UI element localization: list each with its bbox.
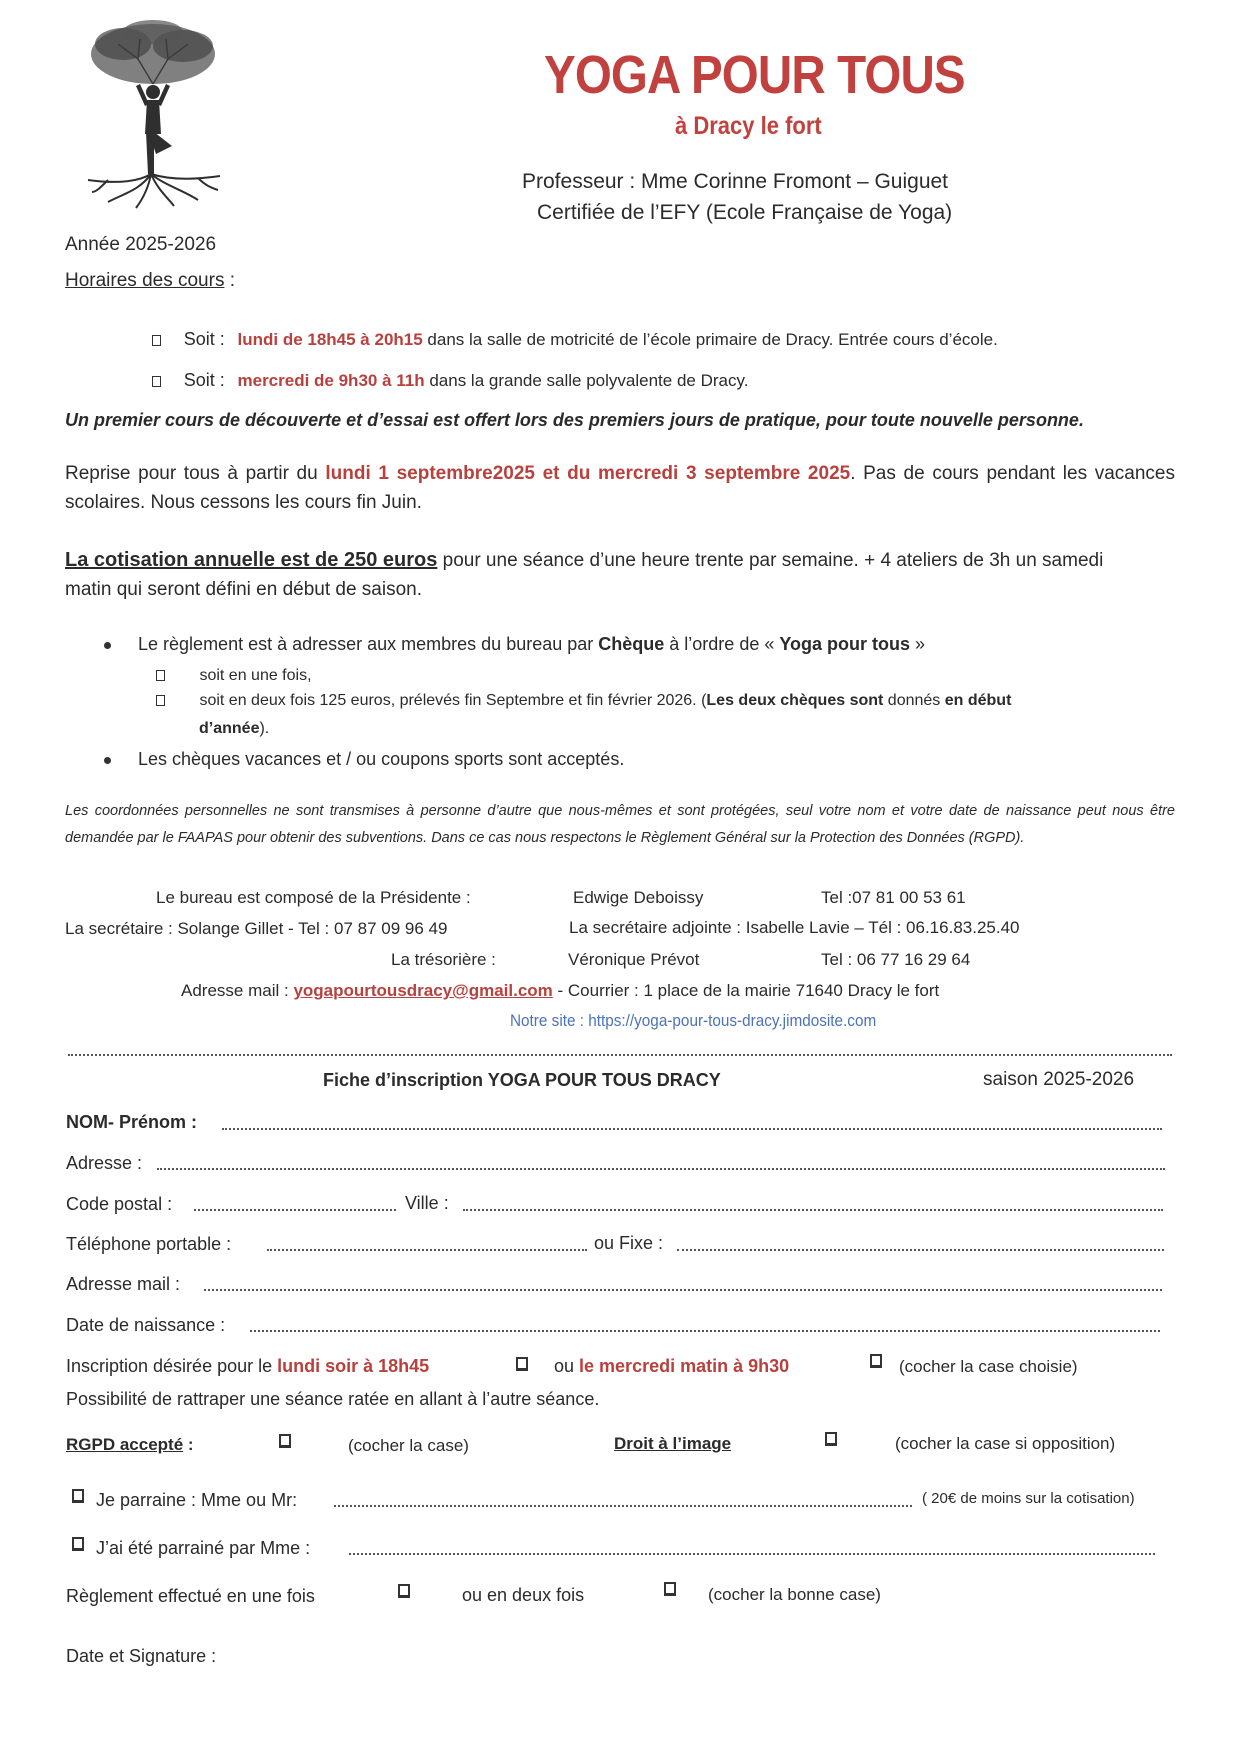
postal-code-field[interactable] [194, 1209, 396, 1211]
monday-checkbox[interactable] [516, 1357, 528, 1371]
mobile-field[interactable] [267, 1249, 587, 1251]
email-label: Adresse mail : [66, 1274, 181, 1294]
pay-twice-label: ou en deux fois [462, 1585, 585, 1605]
round-bullet-icon [104, 757, 111, 764]
separator-line [68, 1054, 1172, 1056]
rgpd-checkbox[interactable] [279, 1434, 291, 1448]
president-tel: Tel :07 81 00 53 61 [821, 888, 966, 907]
contact-line: Adresse mail : yogapourtousdracy@gmail.com - Courrier : 1 place de la mairie 71640 Dracy le fort [181, 981, 940, 1000]
president-label: Le bureau est composé de la Présidente : [156, 888, 471, 907]
round-bullet-icon [104, 642, 111, 649]
payment-label: Règlement effectué en une fois [66, 1586, 315, 1606]
assistant-secretary-line: La secrétaire adjointe : Isabelle Lavie – Tél : 06.16.83.25.40 [569, 918, 1020, 937]
fee-paragraph: La cotisation annuelle est de 250 euros pour une séance d’une heure trente par semaine. + 4 ateliers de 3h un samedi matin qui seront défini en début de saison. [65, 549, 1104, 600]
payment-line-2: Les chèques vacances et / ou coupons sports sont acceptés. [104, 749, 624, 770]
pay-twice-checkbox[interactable] [664, 1582, 676, 1596]
name-field[interactable] [222, 1128, 1162, 1130]
website-link[interactable]: https://yoga-pour-tous-dracy.jimdosite.com [588, 1011, 877, 1030]
website-line: Notre site : https://yoga-pour-tous-dracy.jimdosite.com [510, 1011, 877, 1030]
square-bullet-icon [156, 670, 165, 681]
payment-line-1: Le règlement est à adresser aux membres du bureau par Chèque à l’ordre de « Yoga pour tous » [104, 634, 925, 655]
payment-sub-1: soit en une fois, [156, 667, 312, 685]
image-rights-label: Droit à l’image [614, 1434, 732, 1453]
treasurer-label: La trésorière : [391, 950, 496, 969]
inscription-line: Inscription désirée pour le lundi soir à 18h45 [66, 1356, 430, 1376]
payment-sub-2: soit en deux fois 125 euros, prélevés fin Septembre et fin février 2026. (Les deux chèques sont donnés en début [156, 692, 1011, 710]
privacy-notice: Les coordonnées personnelles ne sont transmises à personne d’autre que nous-mêmes et sont protégées, seul votre nom et votre date de naissance peut nous être demandée par le FAAPAS pour obtenir des subventions. Dans ce cas nous respectons le Règlement Général sur la Protection des Données (RGPD). [65, 803, 1175, 846]
email-link[interactable]: yogapourtousdracy@gmail.com [293, 981, 553, 1000]
certification-line: Certifiée de l’EFY (Ecole Française de Yoga) [537, 201, 953, 224]
schedule-item-wednesday: Soit : mercredi de 9h30 à 11h dans la grande salle polyvalente de Dracy. [152, 370, 748, 391]
rgpd-label: RGPD accepté : [66, 1435, 194, 1454]
schedule-item-monday: Soit : lundi de 18h45 à 20h15 dans la salle de motricité de l’école primaire de Dracy. Entrée cours d’école. [152, 329, 998, 350]
postal-code-label: Code postal : [66, 1194, 173, 1214]
square-bullet-icon [152, 376, 161, 387]
schedule-heading: Horaires des cours : [65, 270, 236, 291]
sponsor-label: Je parraine : Mme ou Mr: [96, 1490, 298, 1510]
sponsored-label: J’ai été parrainé par Mme : [96, 1538, 311, 1558]
inscription-note: (cocher la case choisie) [899, 1357, 1078, 1376]
rgpd-note: (cocher la case) [348, 1436, 469, 1455]
secretary-line: La secrétaire : Solange Gillet - Tel : 07 87 09 96 49 [65, 919, 448, 938]
image-rights-checkbox[interactable] [825, 1432, 837, 1446]
city-field[interactable] [463, 1209, 1163, 1211]
treasurer-tel: Tel : 06 77 16 29 64 [821, 950, 971, 969]
sponsor-field[interactable] [334, 1505, 912, 1507]
image-rights-note: (cocher la case si opposition) [895, 1434, 1116, 1453]
payment-note: (cocher la bonne case) [708, 1585, 881, 1604]
payment-sub-2-cont: d’année). [199, 720, 270, 737]
address-field[interactable] [157, 1168, 1165, 1170]
fixed-phone-field[interactable] [677, 1249, 1164, 1251]
email-field[interactable] [204, 1289, 1162, 1291]
page-title: YOGA POUR TOUS [544, 45, 965, 105]
fixed-phone-label: ou Fixe : [594, 1233, 664, 1253]
square-bullet-icon [152, 335, 161, 346]
address-label: Adresse : [66, 1153, 143, 1173]
inscription-wednesday: ou le mercredi matin à 9h30 [554, 1356, 790, 1376]
year-label: Année 2025-2026 [65, 234, 217, 255]
form-season: saison 2025-2026 [983, 1069, 1135, 1090]
yoga-tree-logo [78, 14, 228, 209]
city-label: Ville : [405, 1193, 449, 1213]
square-bullet-icon [156, 695, 165, 706]
form-title: Fiche d’inscription YOGA POUR TOUS DRACY [323, 1070, 721, 1090]
yoga-tree-icon [78, 14, 228, 209]
name-label: NOM- Prénom : [66, 1112, 198, 1132]
birth-date-label: Date de naissance : [66, 1315, 226, 1335]
sponsor-checkbox[interactable] [72, 1489, 84, 1503]
teacher-line: Professeur : Mme Corinne Fromont – Guiguet [522, 170, 949, 193]
sponsored-field[interactable] [349, 1553, 1155, 1555]
page-subtitle: à Dracy le fort [675, 112, 822, 140]
pay-once-checkbox[interactable] [398, 1584, 410, 1598]
trial-notice: Un premier cours de découverte et d’essai est offert lors des premiers jours de pratique, pour toute nouvelle personne. [65, 410, 1084, 430]
signature-label: Date et Signature : [66, 1646, 217, 1666]
birth-date-field[interactable] [250, 1330, 1160, 1332]
catchup-note: Possibilité de rattraper une séance ratée en allant à l’autre séance. [66, 1389, 600, 1409]
president-name: Edwige Deboissy [573, 888, 704, 907]
sponsored-checkbox[interactable] [72, 1537, 84, 1551]
mobile-label: Téléphone portable : [66, 1234, 232, 1254]
wednesday-checkbox[interactable] [870, 1354, 882, 1368]
sponsor-note: ( 20€ de moins sur la cotisation) [922, 1490, 1135, 1507]
treasurer-name: Véronique Prévot [568, 950, 700, 969]
resume-paragraph: Reprise pour tous à partir du lundi 1 septembre2025 et du mercredi 3 septembre 2025. Pas de cours pendant les vacances scolaires. Nous cessons les cours fin Juin. [65, 463, 1175, 513]
